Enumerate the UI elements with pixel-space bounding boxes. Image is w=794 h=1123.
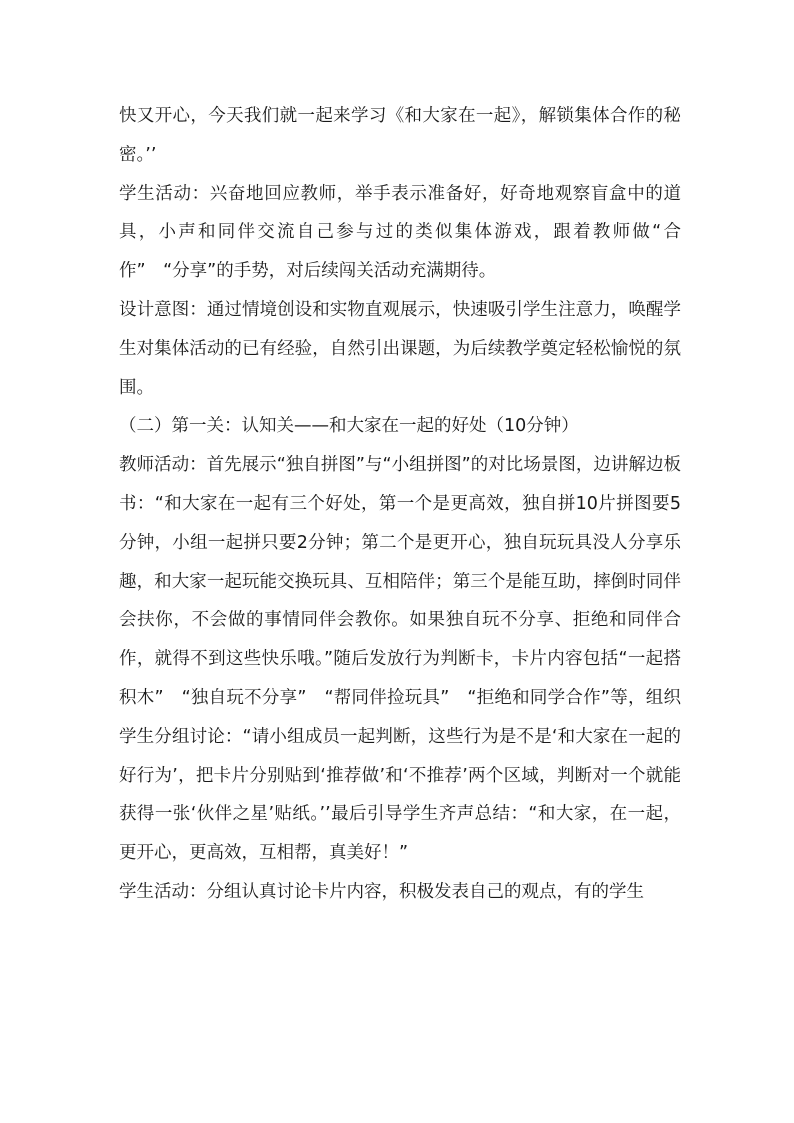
paragraph-teacher-activity: 教师活动：首先展示“独自拼图”与“小组拼图”的对比场景图，边讲解边板书：“和大家在一起有三个好处，第一个是更高效，独自拼10片拼图要5分钟，小组一起拼只要2分钟；第二个是更开心，独自玩玩具没人分享乐趣，和大家一起玩能交换玩具、互相陪伴；第三个是能互助，摔倒时同伴会扶你，不会做的事情同伴会教你。如果独自玩不分享、拒绝和同伴合作，就得不到这些快乐哦。”随后发放行为判断卡，卡片内容包括“一起搭积木” “独自玩不分享” “帮同伴捡玩具” “拒绝和同学合作”等，组织学生分组讨论：“请小组成员一起判断，这些行为是不是‘和大家在一起的好行为’，把卡片分别贴到‘推荐做’和‘不推荐’两个区域，判断对一个就能获得一张‘伙伴之星’贴纸。’’最后引导学生齐声总结：“和大家，在一起，更开心，更高效，互相帮，真美好！” — [119, 455, 681, 864]
paragraph-intro-continuation: 快又开心，今天我们就一起来学习《和大家在一起》，解锁集体合作的秘密。’’ — [119, 106, 681, 165]
paragraph-student-activity-1: 学生活动：兴奋地回应教师，举手表示准备好，好奇地观察盲盒中的道具，小声和同伴交流自己参与过的类似集体游戏，跟着教师做“合作” “分享”的手势，对后续闯关活动充满期待。 — [119, 183, 681, 282]
document-body — [119, 97, 681, 912]
section-heading-level-one: （二）第一关：认知关——和大家在一起的好处（10分钟） — [119, 416, 579, 437]
paragraph-design-intent: 设计意图：通过情境创设和实物直观展示，快速吸引学生注意力，唤醒学生对集体活动的已有经验，自然引出课题，为后续教学奠定轻松愉悦的氛围。 — [119, 299, 681, 398]
paragraph-student-activity-2: 学生活动：分组认真讨论卡片内容，积极发表自己的观点，有的学生 — [119, 881, 644, 902]
